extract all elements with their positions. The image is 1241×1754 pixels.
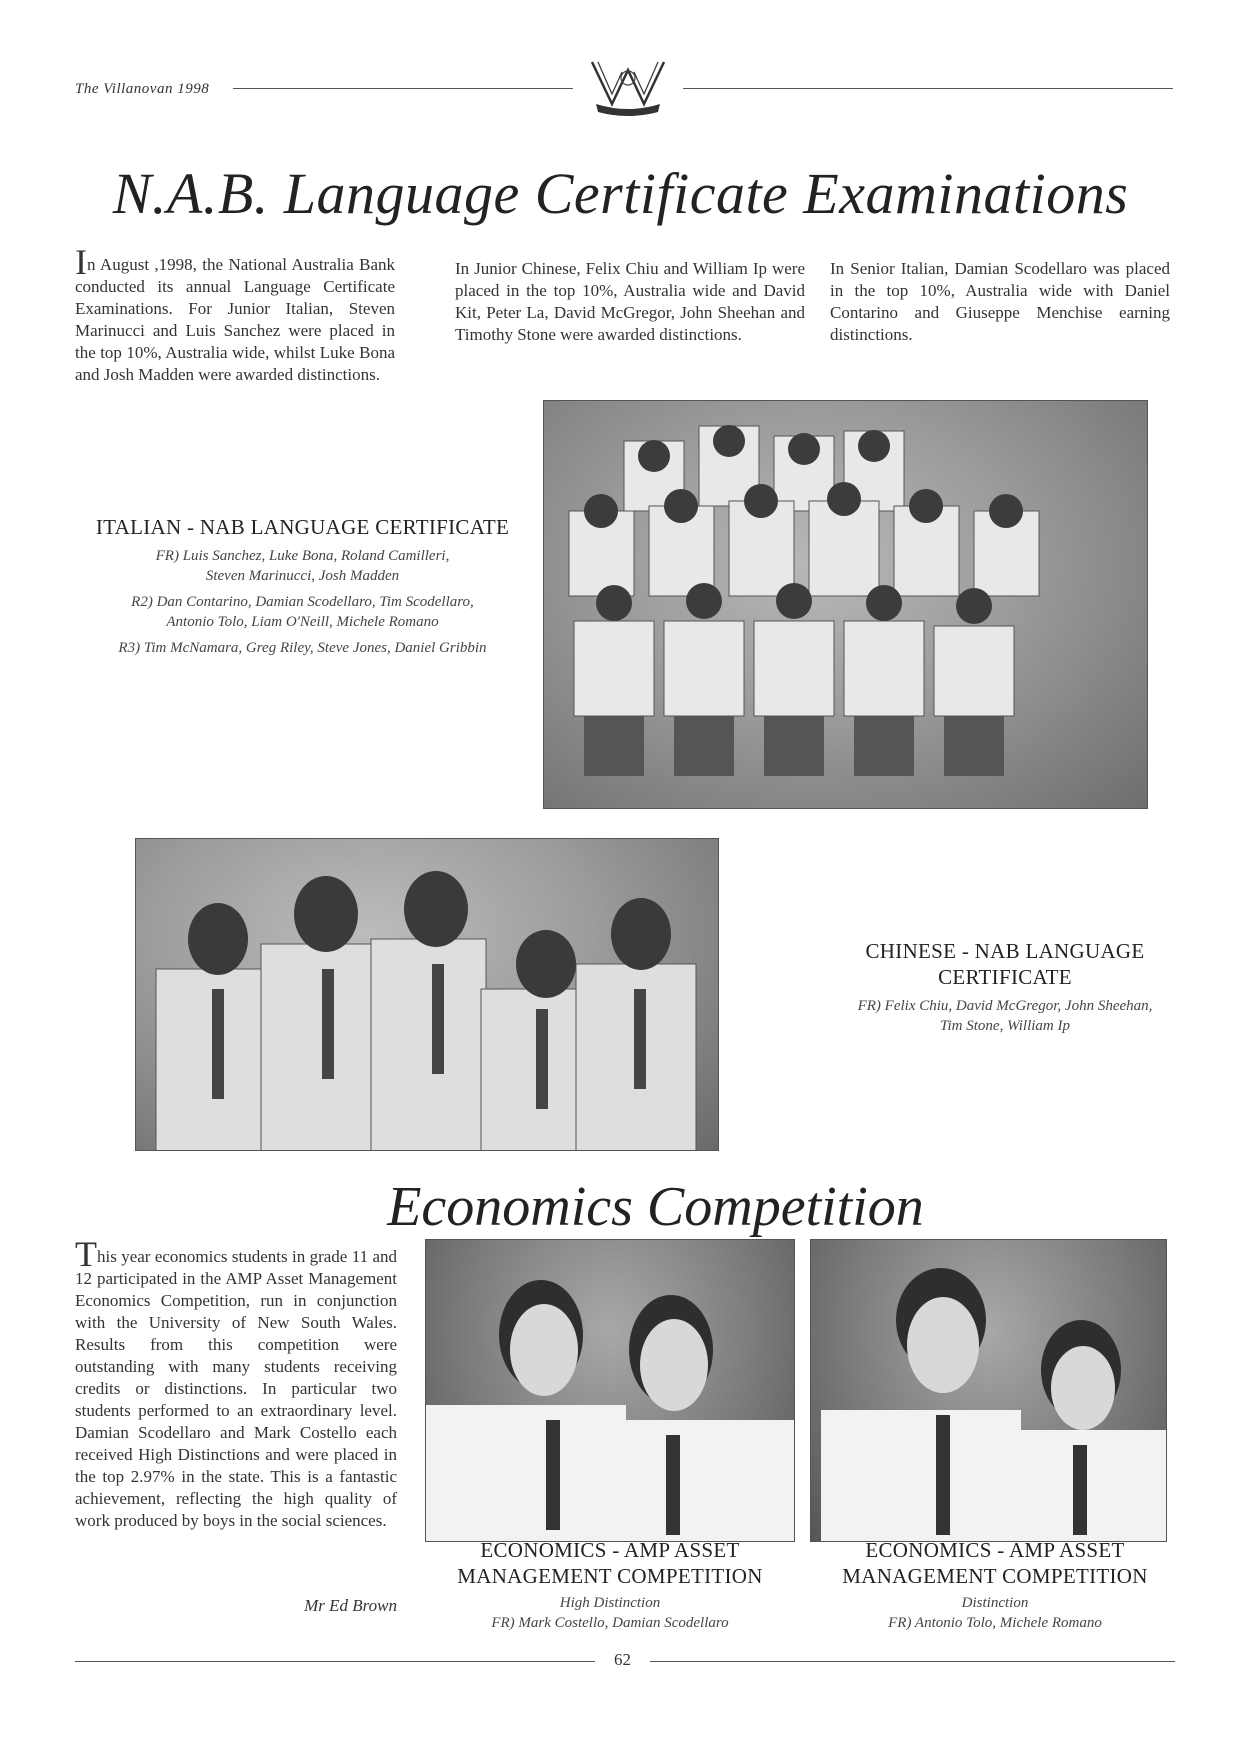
page-title: N.A.B. Language Certificate Examinations	[112, 161, 1129, 226]
drop-cap: I	[75, 242, 87, 282]
drop-cap: T	[75, 1234, 97, 1274]
school-crest-logo	[588, 56, 668, 118]
chinese-caption-line: FR) Felix Chiu, David McGregor, John Sheehan,	[857, 998, 1153, 1014]
economics-body-text: his year economics students in grade 11 and 12 participated in the AMP Asset Management Economics Competition, run in conjunction with the University of New South Wales. Results from this competition were outstanding with many students receiving credits or distinctions. In particular two students performed to an extraordinary level. Damian Scodellaro and Mark Costello each received High Distinctions and were placed in the top 2.97% in the state. This is a fantastic achievement, reflecting the high quality of work produced by boys in the social sciences.	[75, 1247, 397, 1530]
economics-photo-high-distinction	[425, 1239, 795, 1542]
economics-caption-left-names: FR) Mark Costello, Damian Scodellaro	[491, 1615, 729, 1631]
publication-header: The Villanovan 1998	[75, 81, 210, 97]
economics-caption-left-line1: ECONOMICS - AMP ASSET	[480, 1538, 740, 1562]
chinese-caption-heading-2: CERTIFICATE	[938, 965, 1072, 989]
intro-column-3: In Senior Italian, Damian Scodellaro was placed in the top 10%, Australia wide with Daniel Contarino and Giuseppe Menchise earning distinctions.	[830, 259, 1170, 344]
page-number: 62	[614, 1650, 631, 1669]
economics-caption-right-line1: ECONOMICS - AMP ASSET	[865, 1538, 1125, 1562]
italian-group-photo	[543, 400, 1148, 809]
italian-caption-line: Antonio Tolo, Liam O'Neill, Michele Romano	[166, 614, 439, 630]
intro-column-1	[75, 242, 395, 386]
economics-photo-distinction	[810, 1239, 1167, 1542]
economics-section-title: Economics Competition	[387, 1176, 924, 1238]
footer-rule-left	[75, 1661, 595, 1662]
economics-caption-left-award: High Distinction	[559, 1595, 661, 1611]
economics-caption-left	[425, 1537, 795, 1633]
chinese-caption-line: Tim Stone, William Ip	[939, 1018, 1070, 1034]
italian-caption-line: R3) Tim McNamara, Greg Riley, Steve Jones, Daniel Gribbin	[118, 640, 487, 656]
italian-caption	[75, 514, 530, 658]
header-rule-right	[683, 88, 1173, 89]
footer-rule-right	[650, 1661, 1175, 1662]
economics-caption-right-names: FR) Antonio Tolo, Michele Romano	[888, 1615, 1102, 1631]
intro-column-2: In Junior Chinese, Felix Chiu and William Ip were placed in the top 10%, Australia wide and David Kit, Peter La, David McGregor, John Sheehan and Timothy Stone were awarded distinctions.	[455, 259, 805, 344]
intro-column-1-text: n August ,1998, the National Australia Bank conducted its annual Language Certificate Examinations. For Junior Italian, Steven Marinucci and Luis Sanchez were placed in the top 10%, Australia wide, whilst Luke Bona and Josh Madden were awarded distinctions.	[75, 255, 395, 384]
economics-caption-right-award: Distinction	[961, 1595, 1029, 1611]
economics-caption-left-line2: MANAGEMENT COMPETITION	[457, 1564, 763, 1588]
chinese-caption-heading-1: CHINESE - NAB LANGUAGE	[865, 939, 1145, 963]
author-signature: Mr Ed Brown	[304, 1596, 397, 1615]
economics-caption-right	[810, 1537, 1180, 1633]
header-rule-left	[233, 88, 573, 89]
italian-caption-line: R2) Dan Contarino, Damian Scodellaro, Tim Scodellaro,	[131, 594, 474, 610]
chinese-group-photo	[135, 838, 719, 1151]
italian-caption-heading: ITALIAN - NAB LANGUAGE CERTIFICATE	[95, 515, 510, 539]
economics-caption-right-line2: MANAGEMENT COMPETITION	[842, 1564, 1148, 1588]
chinese-caption	[820, 938, 1190, 1036]
economics-body	[75, 1234, 397, 1532]
italian-caption-line: FR) Luis Sanchez, Luke Bona, Roland Camilleri,	[155, 548, 450, 564]
italian-caption-line: Steven Marinucci, Josh Madden	[205, 568, 400, 584]
